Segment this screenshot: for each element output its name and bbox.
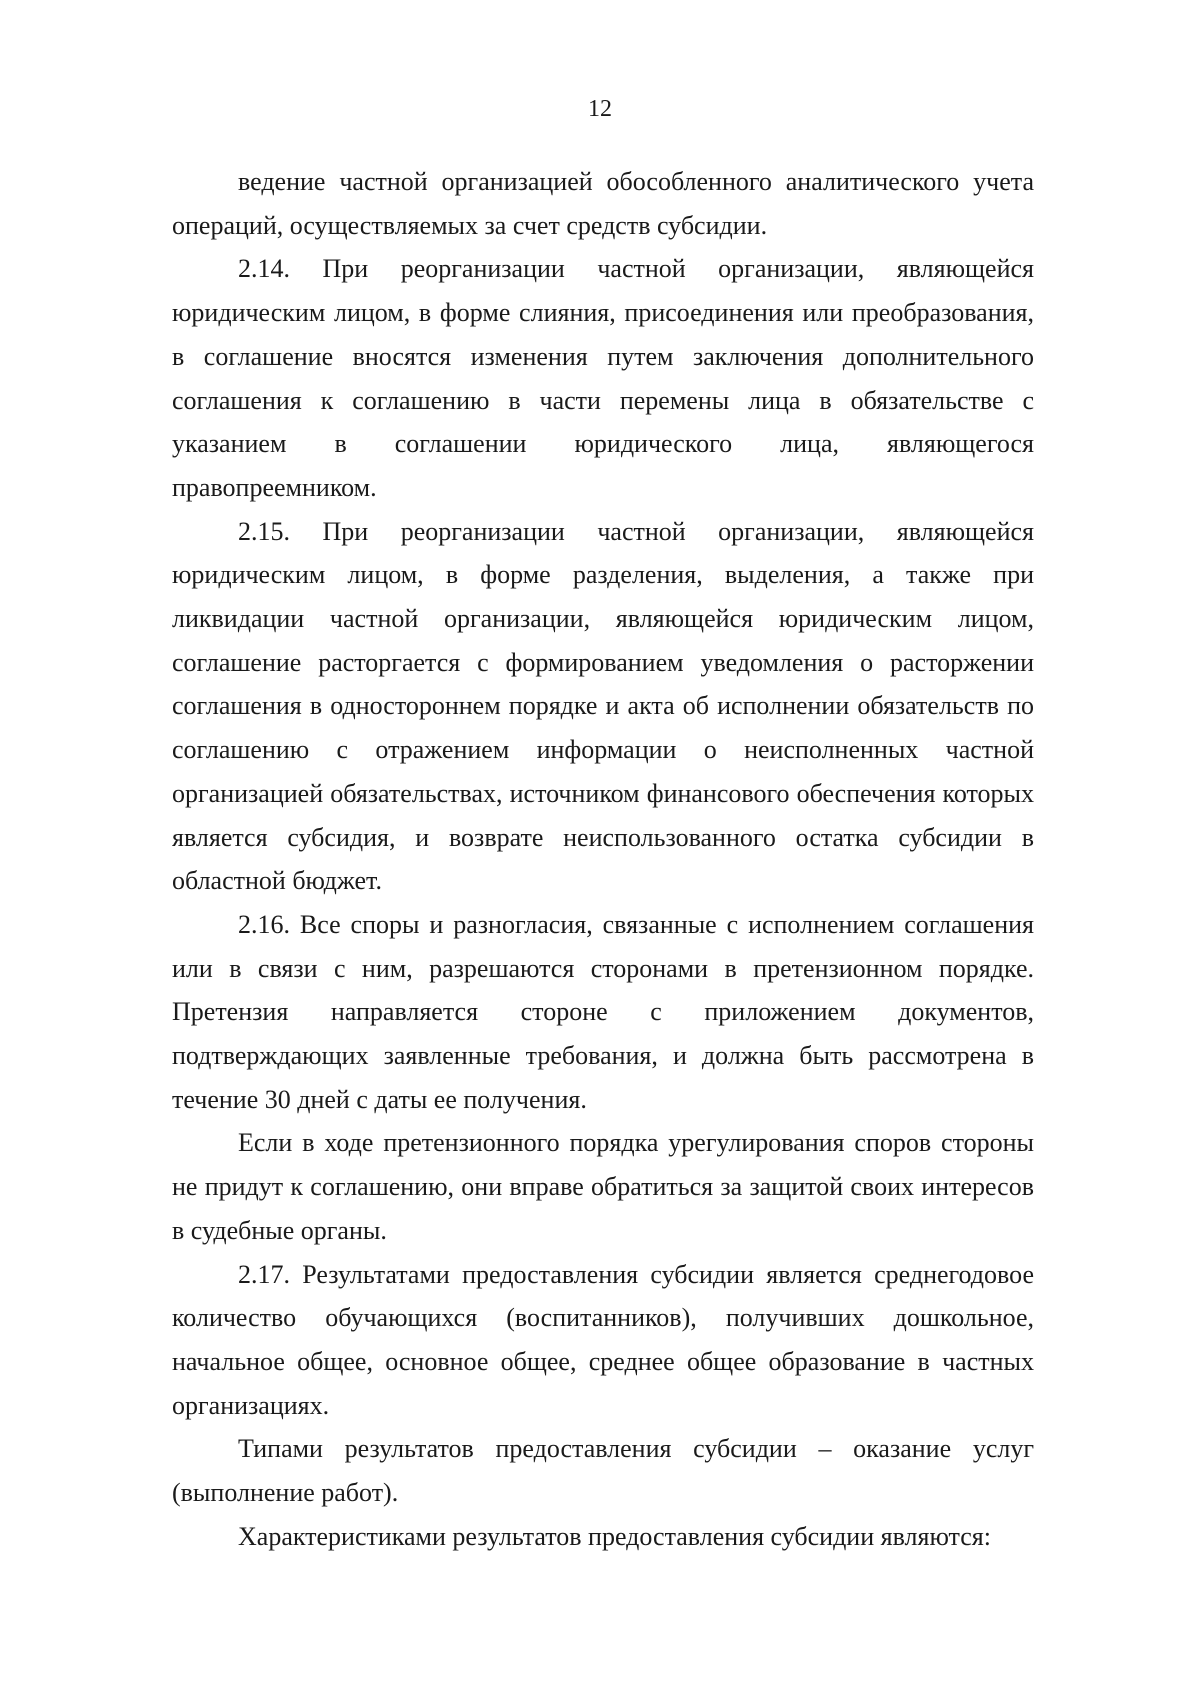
paragraph-result-types: Типами результатов предоставления субсидии – оказание услуг (выполнение работ). (172, 1434, 1034, 1508)
paragraph-2-15: 2.15. При реорганизации частной организации, являющейся юридическим лицом, в форме разделения, выделения, а также при ликвидации частной организации, являющейся юридическим лицом, соглашение расторгается с формированием уведомления о расторжении соглашения в одностороннем порядке и акта об исполнении обязательств по соглашению с отражением информации о неисполненных частной организацией обязательствах, источником финансового обеспечения которых является субсидия, и возврате неиспользованного остатка субсидии в областной бюджет. (172, 516, 1034, 896)
page-number: 12 (588, 96, 612, 122)
paragraph-continuation: ведение частной организацией обособленного аналитического учета операций, осуществляемых за счет средств субсидии. (172, 167, 1034, 240)
paragraph-2-16-continued: Если в ходе претензионного порядка урегулирования споров стороны не придут к соглашению, они вправе обратиться за защитой своих интересов в судебные органы. (172, 1128, 1034, 1245)
paragraph-result-characteristics: Характеристиками результатов предоставления субсидии являются: (238, 1521, 991, 1551)
paragraph-2-14: 2.14. При реорганизации частной организации, являющейся юридическим лицом, в форме слияния, присоединения или преобразования, в соглашение вносятся изменения путем заключения дополнительного соглашения к соглашению в части перемены лица в обязательстве с указанием в соглашении юридического лица, являющегося правопреемником. (172, 254, 1034, 502)
document-body (172, 160, 1034, 1559)
paragraph-2-16: 2.16. Все споры и разногласия, связанные с исполнением соглашения или в связи с ним, разрешаются сторонами в претензионном порядке. Претензия направляется стороне с приложением документов, подтверждающих заявленные требования, и должна быть рассмотрена в течение 30 дней с даты ее получения. (172, 909, 1034, 1114)
paragraph-2-17: 2.17. Результатами предоставления субсидии является среднегодовое количество обучающихся (воспитанников), получивших дошкольное, начальное общее, основное общее, среднее общее образование в частных организациях. (172, 1259, 1034, 1420)
